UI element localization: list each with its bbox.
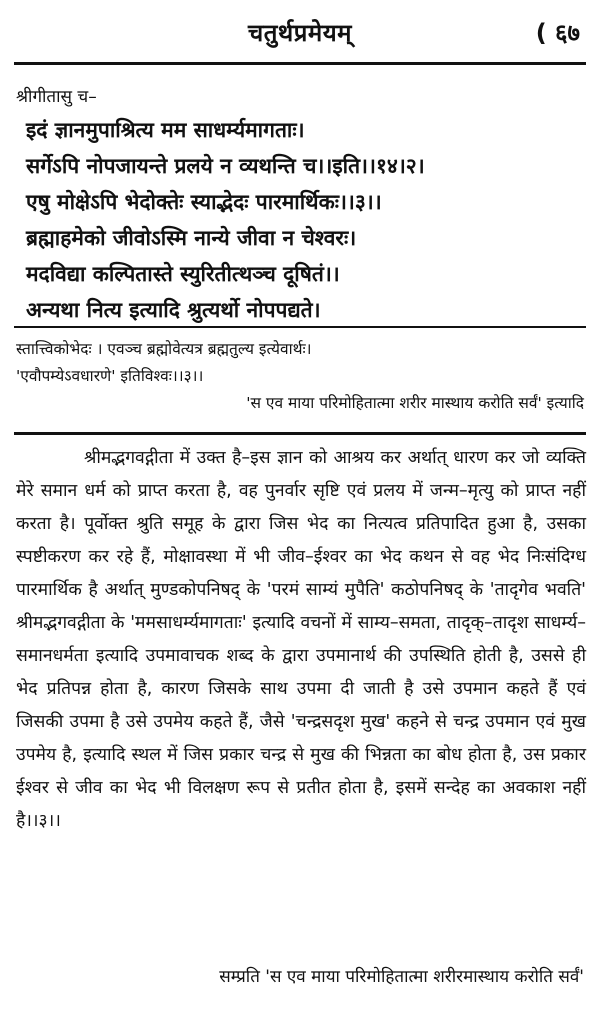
- commentary-line: 'एवौपम्येऽवधारणे' इतिविश्वः।।३।।: [16, 367, 204, 385]
- page-number: ( ६७: [535, 19, 580, 47]
- page-header: [14, 6, 586, 60]
- verse-line: इदं ज्ञानमुपाश्रित्य मम साधर्म्यमागताः।: [26, 118, 305, 142]
- verse-intro: श्रीगीतासु च–: [16, 87, 97, 107]
- verse-line: मदविद्या कल्पितास्ते स्युरितीत्थञ्च दूषितं।।: [26, 262, 340, 286]
- commentary-line: 'स एव माया परिमोहितात्मा शरीर मास्थाय करोति सर्वं' इत्यादि: [246, 394, 584, 412]
- commentary-divider: [14, 432, 586, 435]
- commentary-block: [16, 336, 584, 417]
- verse-line: अन्यथा नित्य इत्यादि श्रुत्यर्थो नोपपद्यते।: [26, 298, 321, 322]
- footer-line: सम्प्रति 'स एव माया परिमोहितात्मा शरीरमास्थाय करोति सर्वं': [219, 967, 584, 987]
- commentary-line: स्तात्त्विकोभेदः । एवञ्च ब्रह्मोवेत्यत्र ब्रह्मतुल्य इत्येवार्थः।: [16, 340, 312, 358]
- verse-block: [26, 112, 586, 328]
- body-paragraph: श्रीमद्भगवद्गीता में उक्त है–इस ज्ञान को आश्रय कर अर्थात् धारण कर जो व्यक्ति मेरे समान धर्म को प्राप्त करता है, वह पुनर्वार सृष्टि एवं प्रलय में जन्म–मृत्यु को प्राप्त नहीं करता है। पूर्वोक्त श्रुति समूह के द्वारा जिस भेद का नित्यत्व प्रतिपादित हुआ है, उसका स्पष्टीकरण कर रहे हैं, मोक्षावस्था में भी जीव–ईश्वर का भेद कथन से वह भेद निःसंदिग्ध पारमार्थिक है अर्थात् मुण्डकोपनिषद् के 'परमं साम्यं मुपैति' कठोपनिषद् के 'तादृगेव भवति' श्रीमद्भगवद्गीता के 'ममसाधर्म्यमागताः' इत्यादि वचनों में साम्य–समता, तादृक्–तादृश साधर्म्य–समानधर्मता इत्यादि उपमावाचक शब्द के द्वारा उपमानार्थ की उपस्थिति होती है, उससे ही भेद प्रतिपन्न होता है, कारण जिसके साथ उपमा दी जाती है उसे उपमान कहते हैं एवं जिसकी उपमा है उसे उपमेय कहते हैं, जैसे 'चन्द्रसदृश मुख' कहने से चन्द्र उपमान एवं मुख उपमेय है, इत्यादि स्थल में जिस प्रकार चन्द्र से मुख की भिन्नता का बोध होता है, उस प्रकार ईश्वर से जीव का भेद भी विलक्षण रूप से प्रतीत होता है, इसमें सन्देह का अवकाश नहीं है।।३।।: [16, 448, 586, 831]
- translation-body: [16, 442, 586, 838]
- verse-divider: [14, 326, 586, 328]
- verse-line: सर्गेऽपि नोपजायन्ते प्रलये न व्यथन्ति च।।इति।।१४।२।: [26, 154, 425, 178]
- header-divider: [14, 62, 586, 65]
- verse-line: एषु मोक्षेऽपि भेदोक्तेः स्याद्भेदः पारमार्थिकः।।३।।: [26, 190, 382, 214]
- chapter-title: चतुर्थप्रमेयम्: [247, 19, 353, 47]
- verse-line: ब्रह्माहमेको जीवोऽस्मि नान्ये जीवा न चेश्वरः।: [26, 226, 357, 250]
